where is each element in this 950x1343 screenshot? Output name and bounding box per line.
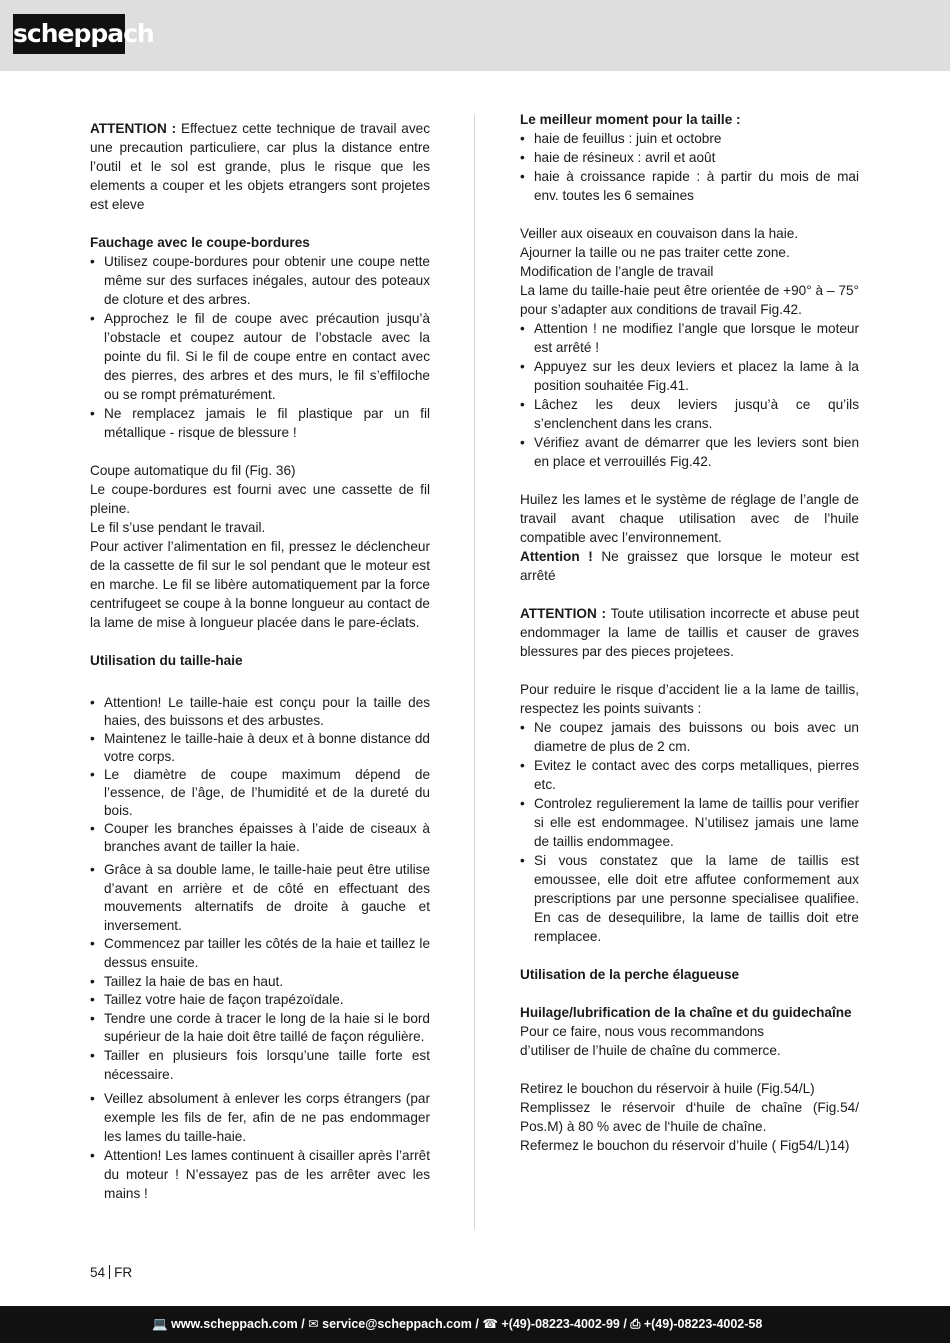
huilez-attention: Attention ! Ne graissez que lorsque le moteur est arrêté [520,549,859,583]
reduire-list [520,718,859,946]
footer-email: service@scheppach.com [322,1317,472,1331]
reservoir-line: Remplissez le réservoir d‘huile de chaîne (Fig.54/ Pos.M) à 80 % avec de l‘huile de chaîne. [520,1100,859,1134]
footer-fax: +(49)-08223-4002-58 [643,1317,763,1331]
list-item: • Evitez le contact avec des corps metalliques, pierres etc. [520,756,859,794]
fauchage-list [90,252,430,442]
list-item: • Lâchez les deux leviers jusqu’à ce qu’ils s’enclenchent dans les crans. [520,395,859,433]
list-item: • Ne remplacez jamais le fil plastique par un fil métallique - risque de blessure ! [90,404,430,442]
list-item: • Ne coupez jamais des buissons ou bois avec un diametre de plus de 2 cm. [520,718,859,756]
phone-icon: ☎ [482,1317,498,1331]
email-icon: ✉ [308,1317,319,1331]
taille-heading: Utilisation du taille-haie [90,653,243,668]
list-item: • Attention ! ne modifiez l’angle que lorsque le moteur est arrêté ! [520,319,859,357]
reduire-paragraph: Pour reduire le risque d’accident lie a la lame de taillis, respectez les points suivants : [520,682,859,716]
taille-list-b [90,861,430,1084]
taille-list-c [90,1089,430,1203]
footer-web: www.scheppach.com [171,1317,298,1331]
list-item: • Veillez absolument à enlever les corps étrangers (par exemple les fils de fer, afin de ne pas endommager les lames du taille-haie. [90,1089,430,1146]
coupe-line: Le coupe-bordures est fourni avec une cassette de fil pleine. [90,482,430,516]
page-footer: 💻 www.scheppach.com / ✉ service@scheppach.com / ☎ +(49)-08223-4002-99 / ⎙ +(49)-08223-4002-58 [0,1306,950,1343]
list-item: • Attention! Le taille-haie est conçu pour la taille des haies, des buissons et des arbustes. [90,694,430,730]
list-item: • Controlez regulierement la lame de taillis pour verifier si elle est endommagee. N’utilisez jamais une lame de taillis endommagee. [520,794,859,851]
moment-list [520,129,859,205]
list-item: • haie de résineux : avril et août [520,148,859,167]
left-column [90,110,430,1203]
list-item: • Couper les branches épaisses à l’aide de ciseaux à branches avant de tailler la haie. [90,820,430,856]
list-item: • Attention! Les lames continuent à cisailler après l’arrêt du moteur ! N’essayez pas de les arrêter avec les mains ! [90,1146,430,1203]
footer-phone: +(49)-08223-4002-99 [501,1317,620,1331]
page-number: 54 FR [90,1265,133,1280]
list-item: • Maintenez le taille-haie à deux et à bonne distance dd votre corps. [90,730,430,766]
angle-heading: Modification de l’angle de travail [520,264,714,279]
list-item: • Le diamètre de coupe maximum dépend de l’essence, de l’âge, de l’humidité et de la dureté du bois. [90,766,430,820]
attention-paragraph: ATTENTION : Effectuez cette technique de travail avec une precaution particuliere, car plus la distance entre l’outil et le sol est grande, plus le risque que les elements a couper et les objets etrangers sont projetes est eleve [90,121,431,212]
coupe-line: Pour activer l’alimentation en fil, pressez le déclencheur de la cassette de fil sur le sol pendant que le moteur est en marche. Le fil se libère automatiquement par la force centrifugeet se coupe à la bonne longueur au contact de la lame de mise à longueur placée dans le pare-éclats. [90,539,430,630]
right-column [520,110,859,1155]
fauchage-heading: Fauchage avec le coupe-bordures [90,235,310,250]
angle-list [520,319,859,471]
list-item: • Taillez la haie de bas en haut. [90,973,430,992]
list-item: • Tendre une corde à tracer le long de la haie si le bord supérieur de la haie doit être taillé de façon régulière. [90,1010,430,1047]
list-item: • Commencez par tailler les côtés de la haie et taillez le dessus ensuite. [90,935,430,972]
list-item: • haie de feuillus : juin et octobre [520,129,859,148]
huilage-heading: Huilage/lubrification de la chaîne et du guidechaîne [520,1005,852,1020]
list-item: • Vérifiez avant de démarrer que les leviers sont bien en place et verrouillés Fig.42. [520,433,859,471]
moment-heading: Le meilleur moment pour la taille : [520,112,741,127]
fax-icon: ⎙ [630,1317,641,1331]
taille-list-a [90,694,430,856]
computer-icon: 💻 [152,1317,168,1331]
list-item: • Si vous constatez que la lame de taillis est emoussee, elle doit etre affutee conformement aux prescriptions par une personne specialisee qualifiee. En cas de desequilibre, la lame de taillis doit etre remplacee. [520,851,859,946]
list-item: • haie à croissance rapide : à partir du mois de mai env. toutes les 6 semaines [520,167,859,205]
column-divider [474,115,475,1229]
coupe-line: Le fil s’use pendant le travail. [90,520,266,535]
oiseaux-line: Ajourner la taille ou ne pas traiter cette zone. [520,245,790,260]
attention-warning: ATTENTION : Toute utilisation incorrecte et abuse peut endommager la lame de taillis et causer de graves blessures par des pieces projetees. [520,606,860,659]
list-item: • Utilisez coupe-bordures pour obtenir une coupe nette même sur des surfaces inégales, autour des poteaux de cloture et des arbres. [90,252,430,309]
huilage-line: d’utiliser de l’huile de chaîne du commerce. [520,1043,781,1058]
list-item: • Appuyez sur les deux leviers et placez la lame à la position souhaitée Fig.41. [520,357,859,395]
huilez-paragraph: Huilez les lames et le système de réglage de l’angle de travail avant chaque utilisation avec de l’huile compatible avec l’environnement. [520,492,859,545]
list-item: • Taillez votre haie de façon trapézoïdale. [90,991,430,1010]
scheppach-logo: scheppach [13,14,125,54]
page-header [0,0,950,71]
list-item: • Approchez le fil de coupe avec précaution jusqu’à l’obstacle et coupez autour de l’obstacle avec la pointe du fil. Si le fil de coupe entre en contact avec des pierres, des arbres et des murs, le fil s’effiloche ou se rompt prématurément. [90,309,430,404]
huilage-line: Pour ce faire, nous vous recommandons [520,1024,765,1039]
angle-paragraph: La lame du taille-haie peut être orientée de +90° à – 75° pour s’adapter aux conditions de travail Fig.42. [520,283,859,317]
list-item: • Grâce à sa double lame, le taille-haie peut être utilise d’avant en arrière et de côté en effectuant des mouvements alternatifs de droite à gauche et inversement. [90,861,430,935]
coupe-heading: Coupe automatique du fil (Fig. 36) [90,463,296,478]
oiseaux-line: Veiller aux oiseaux en couvaison dans la haie. [520,226,799,241]
list-item: • Tailler en plusieurs fois lorsqu’une taille forte est nécessaire. [90,1047,430,1084]
perche-heading: Utilisation de la perche élagueuse [520,967,740,982]
reservoir-line: Retirez le bouchon du réservoir à huile (Fig.54/L) [520,1081,815,1096]
reservoir-line: Refermez le bouchon du réservoir d’huile ( Fig54/L)14) [520,1138,850,1153]
